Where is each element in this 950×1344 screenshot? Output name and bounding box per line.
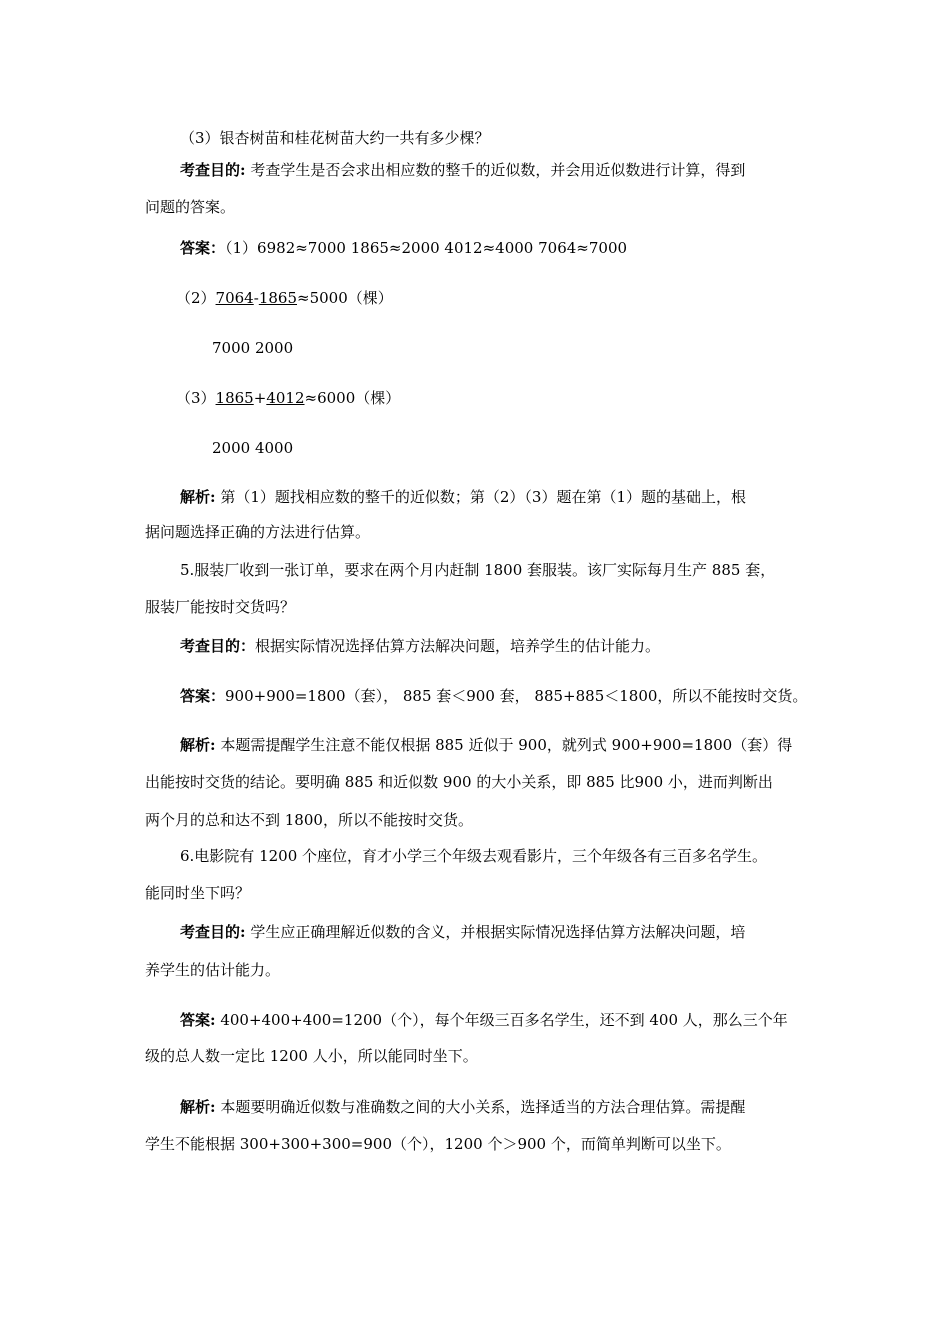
underlined-number: 4012 xyxy=(266,389,305,407)
analysis-label: 解析: xyxy=(180,736,216,754)
analysis-label: 解析: xyxy=(180,1098,216,1116)
purpose-text: 根据实际情况选择估算方法解决问题，培养学生的估计能力。 xyxy=(255,637,661,655)
q4-part2-approx: 7000 2000 xyxy=(212,339,294,357)
q6-analysis-line1 xyxy=(180,1097,745,1117)
q5-question-line1: 5.服装厂收到一张订单，要求在两个月内赶制 1800 套服装。该厂实际每月生产 885 套， xyxy=(180,561,776,579)
analysis-text: 本题需提醒学生注意不能仅根据 885 近似于 900，就列式 900+900=1800（套）得 xyxy=(215,736,793,754)
operator: - xyxy=(253,289,259,307)
q6-question-line2: 能同时坐下吗？ xyxy=(145,884,251,902)
underlined-number: 1865 xyxy=(258,289,297,307)
q4-answer-line1 xyxy=(180,238,627,258)
underlined-number: 7064 xyxy=(215,289,254,307)
result-text: ≈6000（棵） xyxy=(304,389,401,407)
q5-answer xyxy=(180,686,807,706)
part-prefix: （2） xyxy=(176,289,216,307)
q6-purpose-line2: 养学生的估计能力。 xyxy=(145,961,281,979)
answer-label: 答案： xyxy=(180,239,226,257)
q4-answer-part2 xyxy=(176,288,393,308)
q5-analysis-line3: 两个月的总和达不到 1800，所以不能按时交货。 xyxy=(145,811,473,829)
underlined-number: 1865 xyxy=(215,389,254,407)
q6-question-line1: 6.电影院有 1200 个座位，育才小学三个年级去观看影片，三个年级各有三百多名学生。 xyxy=(180,847,768,865)
q6-answer-line2: 级的总人数一定比 1200 人小，所以能同时坐下。 xyxy=(145,1047,478,1065)
q4-answer-part3 xyxy=(176,388,400,408)
q6-analysis-line2: 学生不能根据 300+300+300=900（个），1200 个＞900 个，而简单判断可以坐下。 xyxy=(145,1135,731,1153)
q4-purpose-line2: 问题的答案。 xyxy=(145,198,236,216)
purpose-label: 考查目的: xyxy=(180,161,246,179)
purpose-text: 学生应正确理解近似数的含义，并根据实际情况选择估算方法解决问题，培 xyxy=(245,923,746,941)
q5-analysis-line1 xyxy=(180,735,792,755)
q5-purpose xyxy=(180,636,660,656)
purpose-label: 考查目的: xyxy=(180,923,246,941)
purpose-label: 考查目的： xyxy=(180,637,256,655)
q6-purpose-line1 xyxy=(180,922,745,942)
q4-part3-approx: 2000 4000 xyxy=(212,439,294,457)
analysis-text: 第（1）题找相应数的整千的近似数；第（2）（3）题在第（1）题的基础上，根 xyxy=(215,488,746,506)
q4-analysis-line2: 据问题选择正确的方法进行估算。 xyxy=(145,523,371,541)
operator: + xyxy=(253,389,267,407)
result-text: ≈5000（棵） xyxy=(297,289,393,307)
q5-analysis-line2: 出能按时交货的结论。要明确 885 和近似数 900 的大小关系，即 885 比900 小，进而判断出 xyxy=(145,773,773,791)
answer-label: 答案： xyxy=(180,687,226,705)
analysis-label: 解析: xyxy=(180,488,216,506)
purpose-text: 考查学生是否会求出相应数的整千的近似数，并会用近似数进行计算，得到 xyxy=(245,161,746,179)
q4-analysis-line1 xyxy=(180,487,746,507)
answer-text: 900+900=1800（套）， 885 套＜900 套， 885+885＜1800，所以不能按时交货。 xyxy=(225,687,808,705)
q5-question-line2: 服装厂能按时交货吗？ xyxy=(145,598,296,616)
answer-text: （1）6982≈7000 1865≈2000 4012≈4000 7064≈7000 xyxy=(225,239,628,257)
answer-label: 答案: xyxy=(180,1011,216,1029)
q4-purpose-line1 xyxy=(180,160,745,180)
part-prefix: （3） xyxy=(176,389,216,407)
q6-answer-line1 xyxy=(180,1010,788,1030)
analysis-text: 本题要明确近似数与准确数之间的大小关系，选择适当的方法合理估算。需提醒 xyxy=(215,1098,746,1116)
answer-text: 400+400+400=1200（个），每个年级三百多名学生，还不到 400 人，那么三个年 xyxy=(215,1011,788,1029)
q4-part3-question: （3）银杏树苗和桂花树苗大约一共有多少棵？ xyxy=(180,129,490,147)
